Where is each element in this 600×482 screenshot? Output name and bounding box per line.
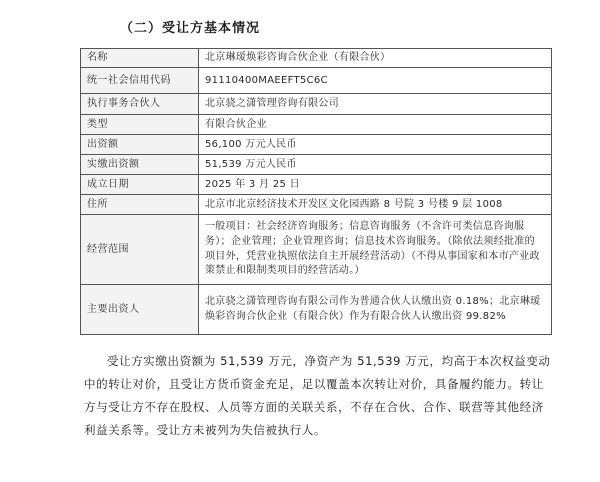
row-value: 北京骁之潇管理咨询有限公司作为普通合伙人认缴出资 0.18%；北京琳瑷焕彩咨询合伙企业（有限合伙）作为有限合伙人认缴出资 99.82% (199, 285, 552, 335)
table-row (81, 215, 552, 285)
row-value: 91110400MAEEFT5C6C (199, 68, 552, 94)
row-label: 住所 (81, 195, 199, 215)
row-label: 类型 (81, 115, 199, 135)
table-row (81, 195, 552, 215)
table-row (81, 49, 552, 68)
table-row (81, 68, 552, 94)
row-value: 51,539 万元人民币 (199, 155, 552, 175)
row-value: 有限合伙企业 (199, 115, 552, 135)
row-value: 56,100 万元人民币 (199, 135, 552, 155)
row-label: 执行事务合伙人 (81, 94, 199, 115)
row-value: 北京骁之潇管理咨询有限公司 (199, 94, 552, 115)
section-title: （二）受让方基本情况 (120, 21, 261, 36)
row-label: 名称 (81, 49, 199, 68)
table-row (81, 115, 552, 135)
table-row (81, 285, 552, 335)
row-value: 北京市北京经济技术开发区文化园西路 8 号院 3 号楼 9 层 1008 (199, 195, 552, 215)
row-label: 实缴出资额 (81, 155, 199, 175)
table-row (81, 94, 552, 115)
table-row (81, 135, 552, 155)
row-value: 2025 年 3 月 25 日 (199, 175, 552, 195)
row-value: 一般项目：社会经济咨询服务；信息咨询服务（不含许可类信息咨询服务）；企业管理；企业管理咨询；信息技术咨询服务。（除依法须经批准的项目外，凭营业执照依法自主开展经营活动）（不得从事国家和本市产业政策禁止和限制类项目的经营活动。） (199, 215, 552, 285)
paragraph-text: 受让方实缴出资额为 51,539 万元，净资产为 51,539 万元，均高于本次权益变动中的转让对价，且受让方货币资金充足，足以覆盖本次转让对价，具备履约能力。转让方与受让方不存在股权、人员等方面的关联关系，不存在合伙、合作、联营等其他经济利益关系等。受让方未被列为失信被执行人。 (84, 354, 551, 437)
table-row (81, 175, 552, 195)
row-label: 成立日期 (81, 175, 199, 195)
body-paragraph (84, 350, 554, 442)
row-value: 北京琳瑷焕彩咨询合伙企业（有限合伙） (199, 49, 552, 68)
row-label: 经营范围 (81, 215, 199, 285)
row-label: 统一社会信用代码 (81, 68, 199, 94)
table-row (81, 155, 552, 175)
row-label: 出资额 (81, 135, 199, 155)
row-label: 主要出资人 (81, 285, 199, 335)
transferee-info-table (80, 48, 552, 335)
